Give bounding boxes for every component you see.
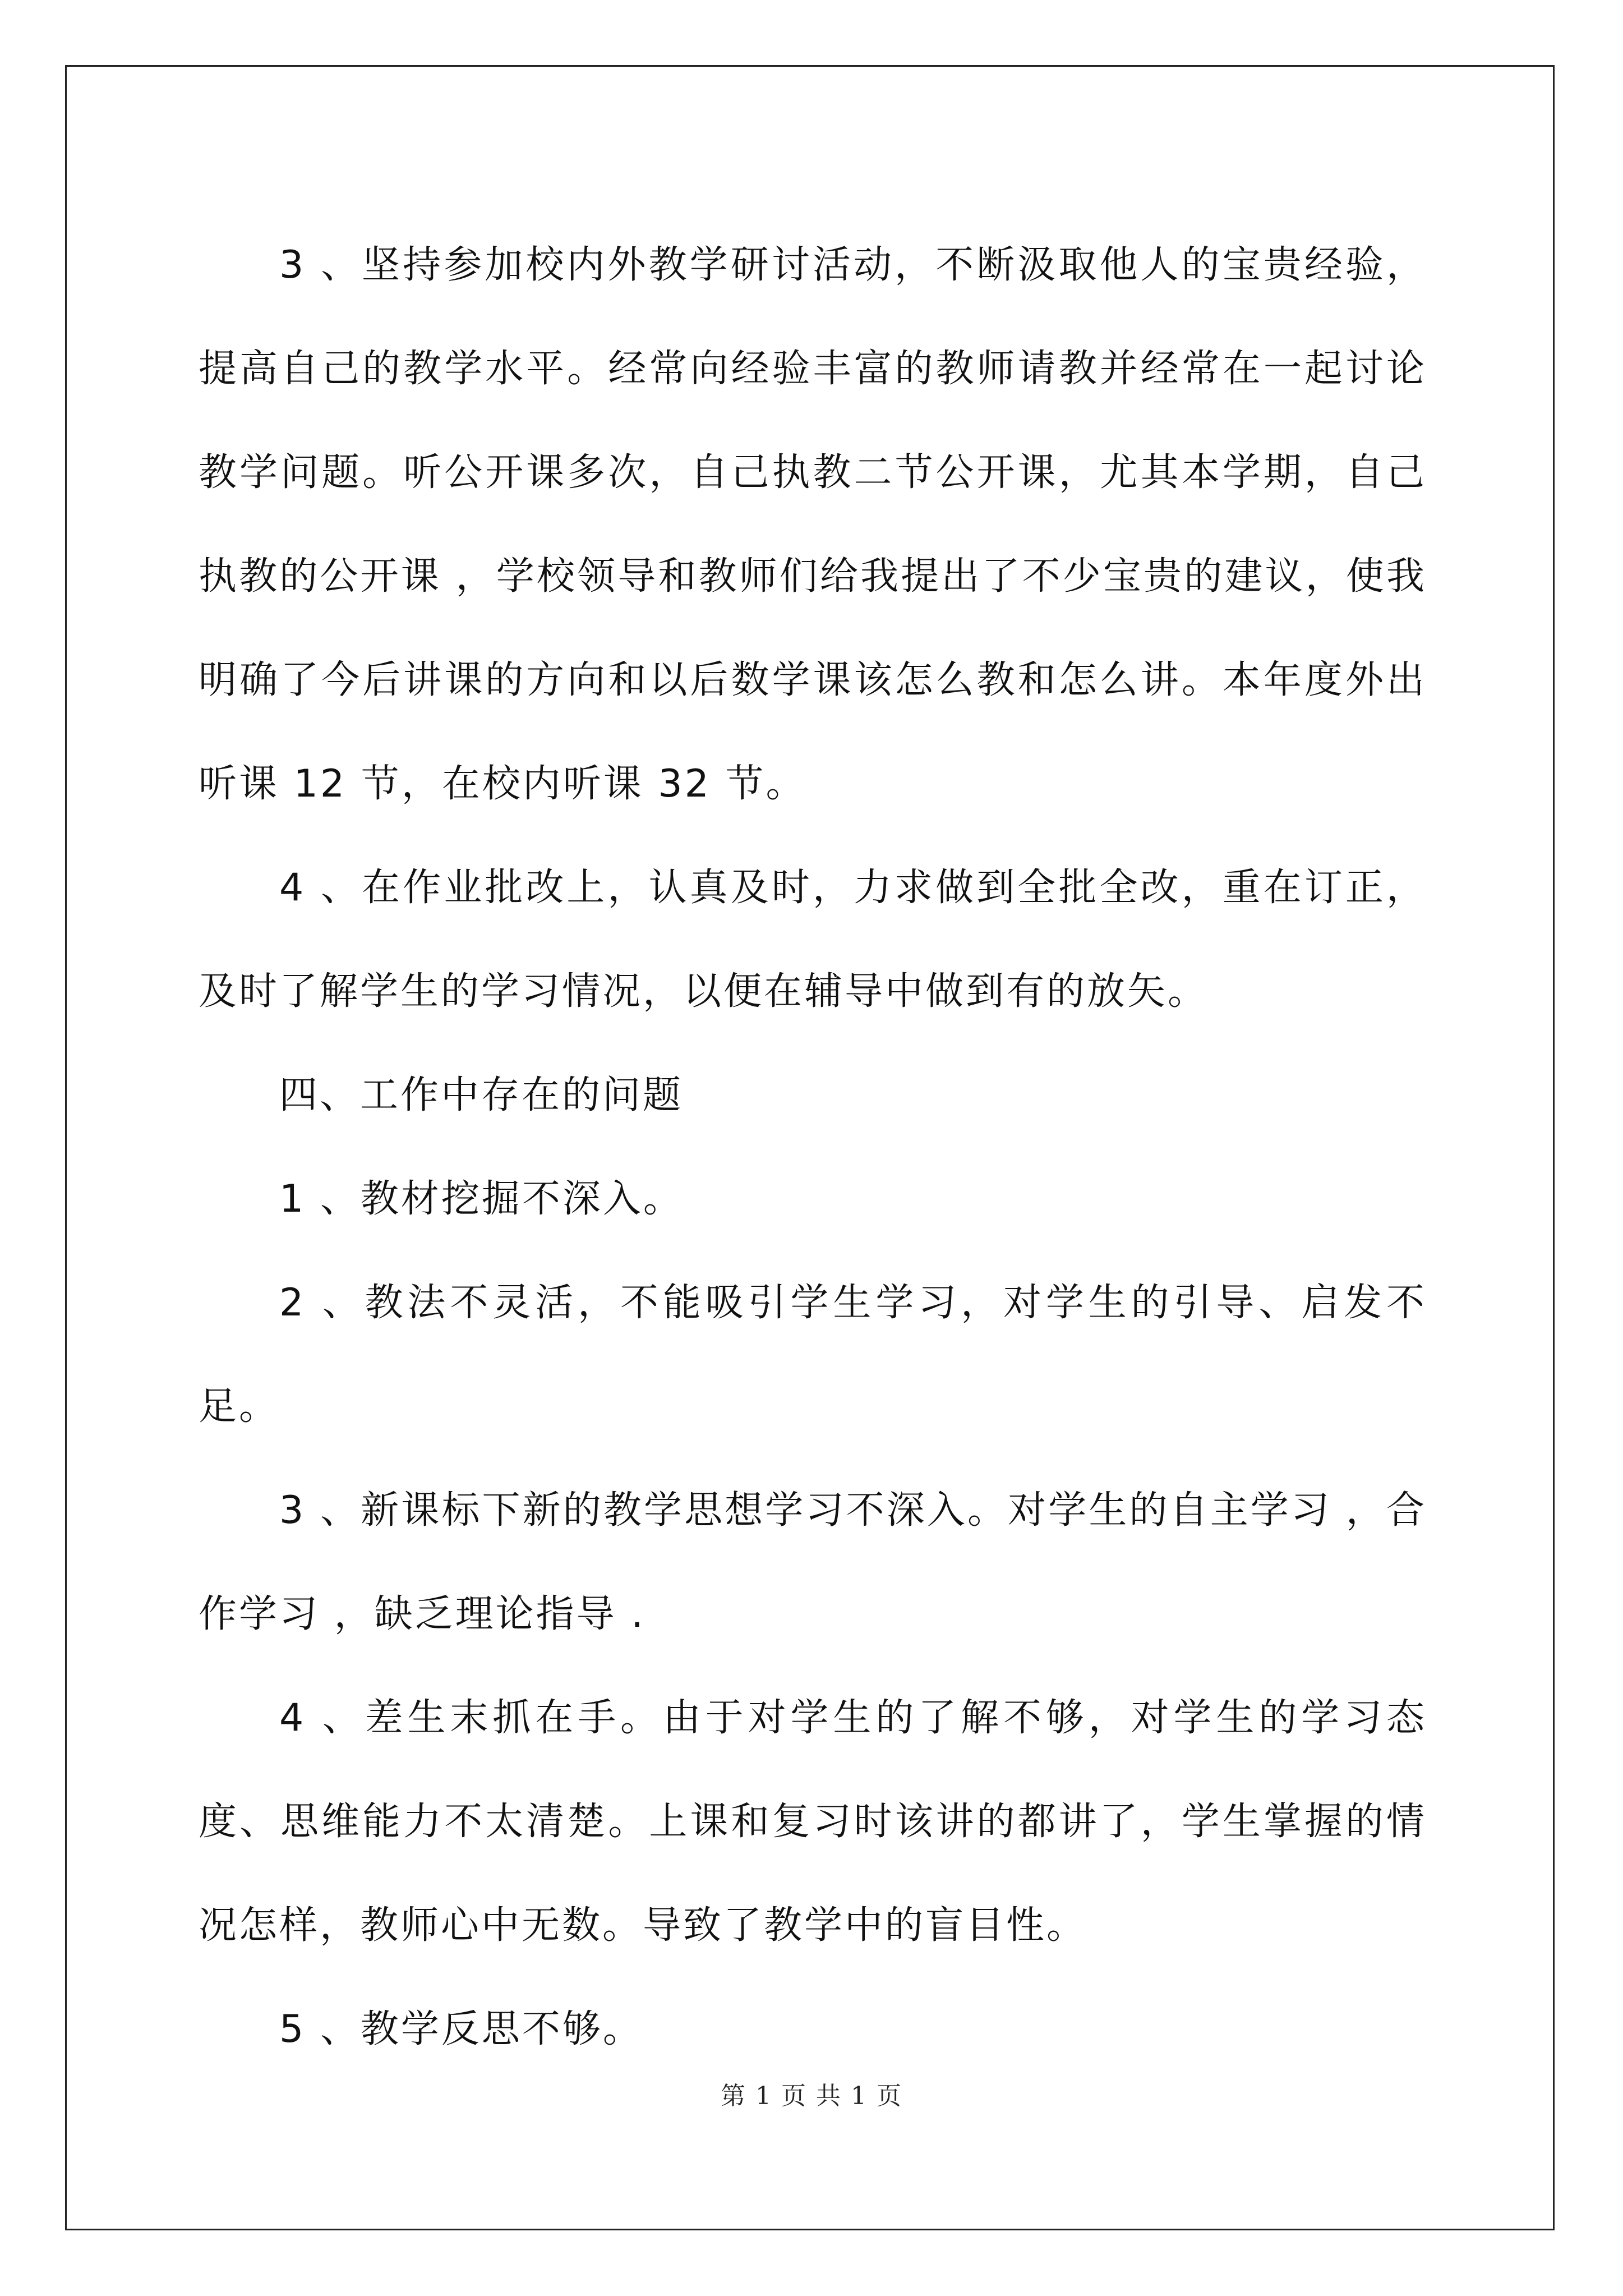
problem-item-2: 2 、教法不灵活，不能吸引学生学习，对学生的引导、启发不足。 bbox=[199, 1281, 1427, 1429]
paragraph-item-3-research: 3 、坚持参加校内外教学研讨活动，不断汲取他人的宝贵经验，提高自己的教学水平。经常向经验丰富的教师请教并经常在一起讨论教学问题。听公开课多次，自己执教二节公开课，尤其本学期，自己执教的公开课 ，学校领导和教师们给我提出了不少宝贵的建议，使我明确了今后讲课的方向和以后数学课该怎么教和怎么讲。本年度外出听课 12 节，在校内听课 32 节。 bbox=[199, 243, 1427, 806]
section-heading-problems: 四、工作中存在的问题 bbox=[279, 1073, 684, 1117]
problem-item-3: 3 、新课标下新的教学思想学习不深入。对学生的自主学习 ，合作学习 ，缺乏理论指导 . bbox=[199, 1488, 1427, 1636]
problem-item-1: 1 、教材挖掘不深入。 bbox=[279, 1177, 684, 1221]
problem-item-4: 4 、差生末抓在手。由于对学生的了解不够，对学生的学习态度、思维能力不太清楚。上课和复习时该讲的都讲了，学生掌握的情况怎样，教师心中无数。导致了教学中的盲目性。 bbox=[199, 1696, 1427, 1948]
page-number-footer: 第 1 页 共 1 页 bbox=[721, 2082, 902, 2110]
paragraph-item-4-homework: 4 、在作业批改上，认真及时，力求做到全批全改，重在订正，及时了解学生的学习情况，以便在辅导中做到有的放矢。 bbox=[199, 866, 1427, 1014]
document-body bbox=[199, 213, 1427, 2081]
problem-item-5: 5 、教学反思不够。 bbox=[279, 2007, 643, 2051]
